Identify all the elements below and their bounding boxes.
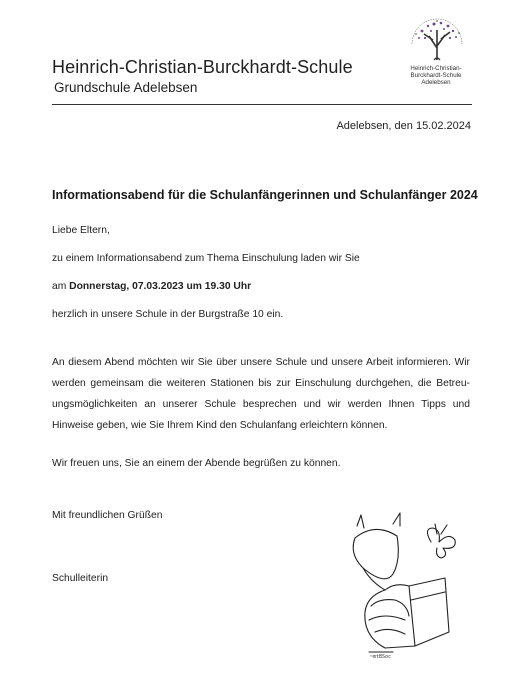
school-bag-butterfly-icon <box>345 512 470 662</box>
logo-caption-line-3: Adelebsen <box>421 79 451 87</box>
school-logo-tree-icon <box>404 14 470 64</box>
header-divider <box>52 104 472 105</box>
letter-subject: Informationsabend für die Schulanfängerinnen und Schulanfänger 2024 <box>52 188 478 202</box>
logo-caption <box>394 65 478 87</box>
closing-wish: Wir freuen uns, Sie an einem der Abende begrüßen zu können. <box>52 458 341 469</box>
location-line: herzlich in unsere Schule in der Burgstraße 10 ein. <box>52 309 284 320</box>
event-line <box>52 281 251 292</box>
event-date-prefix: am <box>52 281 70 292</box>
invite-line: zu einem Informationsabend zum Thema Einschulung laden wir Sie <box>52 253 360 264</box>
svg-text:~mtBSoc: ~mtBSoc <box>370 654 392 660</box>
letter-date: Adelebsen, den 15.02.2024 <box>336 120 471 132</box>
salutation: Liebe Eltern, <box>52 225 110 236</box>
signature-role: Schulleiterin <box>52 573 109 584</box>
event-datetime: Donnerstag, 07.03.2023 um 19.30 Uhr <box>69 281 252 292</box>
closing-greeting: Mit freundlichen Grüßen <box>52 510 163 521</box>
school-type: Grundschule Adelebsen <box>54 80 198 95</box>
logo-caption-line-1: Heinrich-Christian- <box>410 65 462 72</box>
info-paragraph: An diesem Abend möchten wir Sie über unsere Schule und unsere Arbeit informieren. Wir werden gemeinsam die weiteren Stationen bis zur Einschulung durchgehen, die Betreu-ungsmöglichkeiten an unserer Schule besprechen und wir werden Ihnen Tipps und Hinweise geben, wie Sie Ihrem Kind den Schulanfang erleichtern können. <box>52 357 470 431</box>
logo-caption-line-2: Burckhardt-Schule <box>410 72 462 80</box>
school-name: Heinrich-Christian-Burckhardt-Schule <box>52 57 353 77</box>
